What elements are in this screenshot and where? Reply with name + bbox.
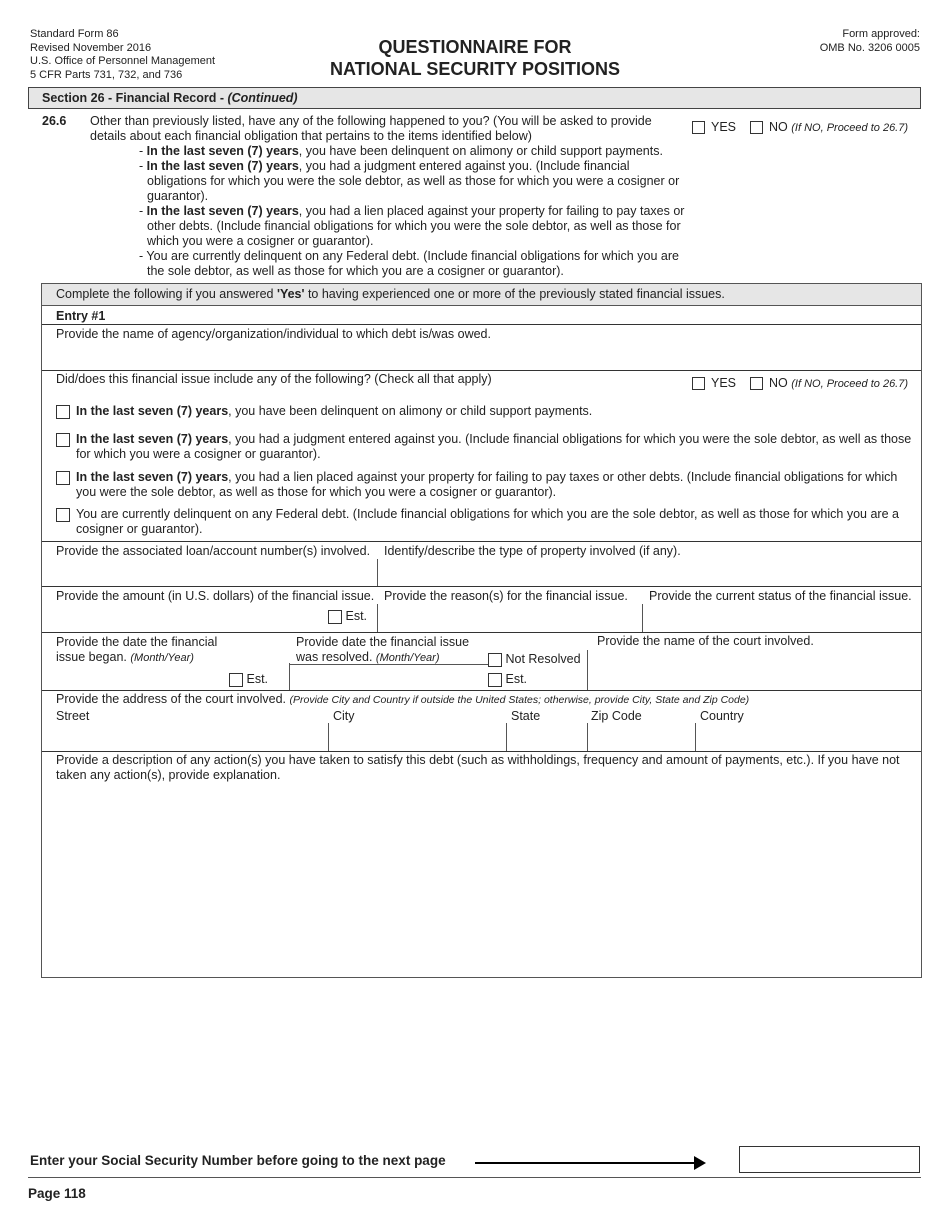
date-resolved-text: Provide date the financial issue was resolved.	[296, 635, 470, 664]
est-label: Est.	[246, 672, 269, 686]
divider	[377, 604, 378, 632]
country-label: Country	[700, 709, 744, 723]
question-text	[90, 114, 690, 279]
divider	[289, 663, 290, 690]
court-address-note: (Provide City and Country if outside the United States; otherwise, provide City, State and Zip Code)	[289, 694, 750, 706]
divider	[42, 632, 921, 633]
title-line-2: NATIONAL SECURITY POSITIONS	[329, 59, 621, 79]
question-bullet-3: - In the last seven (7) years, you had a lien placed against your property for failing to pay taxes or other debts. (Include financial obligations for which you were the sole debtor, as well as those for which you were a cosigner or guarantor).	[139, 204, 685, 248]
page-title	[0, 36, 950, 80]
not-resolved-checkbox[interactable]	[488, 653, 502, 667]
date-began-input[interactable]	[56, 667, 221, 687]
bullet-3-text: , you had a lien placed against your property for failing to pay taxes or other debts. (Include financial obligations for which you were the sole debtor, as well as those for which you were a cosigner or guarantor).	[147, 204, 685, 248]
no-text: NO	[769, 376, 788, 390]
divider	[328, 723, 329, 751]
include-no-checkbox[interactable]	[750, 377, 763, 390]
no-text: NO	[769, 120, 788, 134]
include-yes-checkbox[interactable]	[692, 377, 705, 390]
country-input[interactable]	[699, 726, 916, 748]
divider	[587, 723, 588, 751]
divider	[42, 586, 921, 587]
reason-input[interactable]	[381, 606, 639, 630]
lien-checkbox[interactable]	[56, 471, 70, 485]
no-label	[769, 376, 908, 390]
instruction-pre: Complete the following if you answered	[56, 287, 277, 301]
footer-divider	[28, 1177, 921, 1178]
divider	[42, 324, 921, 325]
section-header	[28, 87, 921, 109]
include-yes-no	[692, 376, 908, 390]
zip-label: Zip Code	[591, 709, 642, 723]
question-no-checkbox[interactable]	[750, 121, 763, 134]
alimony-checkbox[interactable]	[56, 405, 70, 419]
zip-input[interactable]	[591, 726, 691, 748]
est-label: Est.	[345, 609, 368, 623]
street-label: Street	[56, 709, 90, 723]
description-textarea[interactable]	[56, 788, 916, 973]
arrow-line	[475, 1162, 695, 1164]
bullet-3-bold: In the last seven (7) years	[146, 204, 299, 218]
page-number: Page 118	[28, 1186, 86, 1201]
no-label	[769, 120, 908, 134]
check-3-text	[56, 470, 916, 500]
form-cfr: 5 CFR Parts 731, 732, and 736	[30, 68, 183, 81]
court-address-text: Provide the address of the court involved.	[56, 692, 286, 706]
not-resolved-label: Not Resolved	[505, 652, 581, 666]
yes-label: YES	[711, 376, 737, 390]
yes-label: YES	[711, 120, 737, 134]
question-bullet-2: - In the last seven (7) years, you had a judgment entered against you. (Include financial obligations for which you were the sole debtor, as well as those for which you were a cosigner or guarantor).	[139, 159, 680, 203]
date-resolved-input[interactable]	[294, 667, 484, 687]
divider	[290, 664, 488, 665]
state-input[interactable]	[510, 726, 583, 748]
date-began-text: Provide the date the financial issue began.	[56, 635, 218, 664]
question-number: 26.6	[42, 114, 67, 128]
title-line-1: QUESTIONNAIRE FOR	[378, 37, 572, 57]
court-name-label: Provide the name of the court involved.	[597, 634, 814, 648]
check-3-rest: , you had a lien placed against your property for failing to pay taxes or other debts. (Include financial obligations for which you were the sole debtor, as well as those for which you were a cosigner or guarantor).	[76, 470, 898, 499]
began-est	[229, 672, 268, 687]
divider	[506, 723, 507, 751]
property-label: Identify/describe the type of property involved (if any).	[384, 544, 681, 558]
question-yes-checkbox[interactable]	[692, 121, 705, 134]
state-label: State	[511, 709, 541, 723]
entry-title: Entry #1	[56, 309, 106, 323]
instruction-bold: 'Yes'	[276, 287, 305, 301]
bullet-2-text: , you had a judgment entered against you. (Include financial obligations for which you were the sole debtor, as well as those for which you were a cosigner or guarantor).	[147, 159, 680, 203]
court-address-label	[56, 692, 749, 708]
resolved-est-checkbox[interactable]	[488, 673, 502, 687]
est-label: Est.	[505, 672, 528, 686]
check-4-text: You are currently delinquent on any Federal debt. (Include financial obligations for which you are the sole debtor, as well as those for which you are a cosigner or guarantor).	[76, 507, 899, 536]
not-resolved	[488, 652, 581, 667]
divider	[42, 541, 921, 542]
omb-number: OMB No. 3206 0005	[819, 41, 920, 54]
date-began-note: (Month/Year)	[130, 652, 194, 664]
divider	[42, 690, 921, 691]
divider	[42, 370, 921, 371]
check-2-rest: , you had a judgment entered against you. (Include financial obligations for which you were the sole debtor, as well as those for which you were a cosigner or guarantor).	[76, 432, 912, 461]
no-note: (If NO, Proceed to 26.7)	[791, 378, 909, 390]
question-bullet-1: - In the last seven (7) years, you have been delinquent on alimony or child support payments.	[139, 144, 663, 158]
approval-label: Form approved:	[842, 28, 920, 40]
bullet-2-bold: In the last seven (7) years	[146, 159, 299, 173]
check-1-text	[56, 404, 916, 419]
amount-input[interactable]	[56, 606, 324, 630]
arrow-right-icon	[694, 1156, 706, 1170]
divider	[695, 723, 696, 751]
check-1-rest: , you have been delinquent on alimony or child support payments.	[228, 404, 593, 418]
description-label: Provide a description of any action(s) you have taken to satisfy this debt (such as withholdings, frequency and amount of payments, etc.). If you have not taken any action(s), provide explanation.	[56, 753, 900, 782]
check-2-text	[56, 432, 916, 462]
divider	[587, 650, 588, 690]
question-bullet-4: - You are currently delinquent on any Federal debt. (Include financial obligations for which you are the sole debtor, as well as those for which you are a cosigner or guarantor).	[139, 249, 679, 278]
entry-instruction	[42, 284, 921, 306]
ssn-input[interactable]	[739, 1146, 920, 1173]
no-note: (If NO, Proceed to 26.7)	[791, 122, 909, 134]
section-continued: (Continued)	[227, 91, 298, 105]
bullet-1-bold: In the last seven (7) years	[146, 144, 299, 158]
amount-est	[328, 609, 367, 624]
check-3-bold: In the last seven (7) years	[76, 470, 229, 484]
divider	[642, 604, 643, 632]
resolved-est	[488, 672, 527, 687]
form-revision: Revised November 2016	[30, 41, 152, 54]
section-title: Section 26 - Financial Record -	[42, 91, 228, 105]
federal-debt-checkbox[interactable]	[56, 508, 70, 522]
check-row-federal	[56, 507, 916, 537]
city-label: City	[333, 709, 355, 723]
date-began-label	[56, 635, 231, 666]
question-intro: Other than previously listed, have any of the following happened to you? (You will be asked to provide details about each financial obligation that pertains to the items identified below)	[90, 114, 652, 143]
check-2-bold: In the last seven (7) years	[76, 432, 229, 446]
form-number: Standard Form 86	[30, 28, 119, 40]
reason-label: Provide the reason(s) for the financial issue.	[384, 589, 628, 603]
began-est-checkbox[interactable]	[229, 673, 243, 687]
status-label: Provide the current status of the financial issue.	[649, 589, 912, 603]
account-input[interactable]	[56, 560, 374, 585]
date-resolved-note: (Month/Year)	[375, 652, 440, 664]
instruction-post: to having experienced one or more of the previously stated financial issues.	[304, 287, 725, 301]
include-label: Did/does this financial issue include any of the following? (Check all that apply)	[56, 372, 492, 386]
street-input[interactable]	[56, 726, 324, 748]
property-input[interactable]	[381, 560, 916, 585]
judgment-checkbox[interactable]	[56, 433, 70, 447]
question-yes-no	[692, 120, 908, 134]
agency-label: Provide the name of agency/organization/individual to which debt is/was owed.	[56, 327, 491, 341]
amount-est-checkbox[interactable]	[328, 610, 342, 624]
city-input[interactable]	[332, 726, 502, 748]
divider	[42, 751, 921, 752]
bullet-1-text: , you have been delinquent on alimony or child support payments.	[298, 144, 663, 158]
approval-block	[820, 28, 920, 55]
account-label: Provide the associated loan/account number(s) involved.	[56, 544, 371, 558]
bullet-4-text: You are currently delinquent on any Federal debt. (Include financial obligations for which you are the sole debtor, as well as those for which you are a cosigner or guarantor).	[146, 249, 679, 278]
form-agency: U.S. Office of Personnel Management	[30, 55, 216, 67]
check-row-judgment	[56, 432, 916, 462]
check-row-lien	[56, 470, 916, 500]
ssn-prompt: Enter your Social Security Number before going to the next page	[30, 1153, 446, 1168]
check-row-alimony	[56, 404, 916, 419]
agency-input[interactable]	[56, 345, 916, 369]
divider	[377, 559, 378, 587]
court-name-input[interactable]	[592, 652, 916, 687]
date-resolved-label	[296, 635, 481, 666]
check-1-bold: In the last seven (7) years	[76, 404, 229, 418]
amount-label: Provide the amount (in U.S. dollars) of the financial issue.	[56, 589, 375, 603]
status-input[interactable]	[646, 606, 916, 630]
